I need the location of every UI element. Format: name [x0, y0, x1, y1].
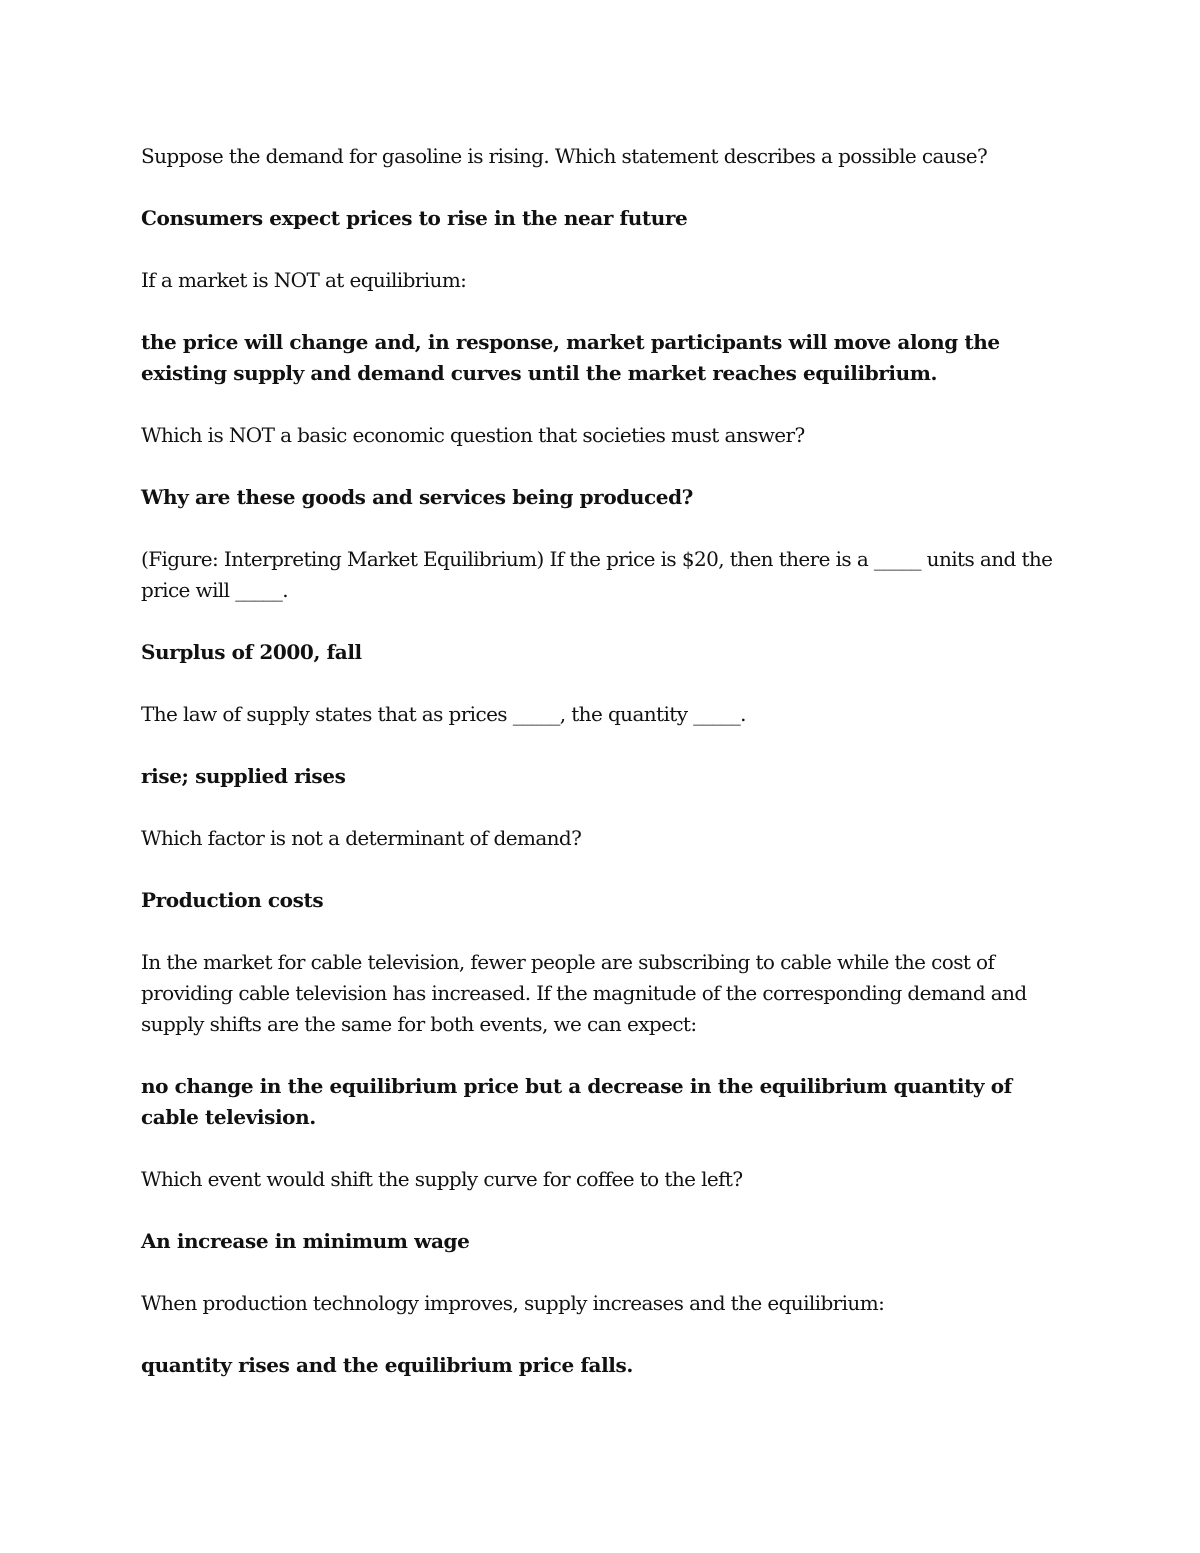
document-body — [141, 141, 1061, 1412]
question-2: If a market is NOT at equilibrium: — [141, 268, 467, 292]
answer-4: Surplus of 2000, fall — [141, 640, 362, 664]
question-3: Which is NOT a basic economic question that societies must answer? — [141, 423, 805, 447]
question-1: Suppose the demand for gasoline is rising. Which statement describes a possible cause? — [141, 144, 988, 168]
answer-6: Production costs — [141, 888, 324, 912]
question-7: In the market for cable television, fewer people are subscribing to cable while the cost of providing cable television has increased. If the magnitude of the corresponding demand and supply shifts are the same for both events, we can expect: — [141, 950, 1027, 1036]
answer-1: Consumers expect prices to rise in the near future — [141, 206, 688, 230]
answer-8: An increase in minimum wage — [141, 1229, 470, 1253]
answer-5: rise; supplied rises — [141, 764, 346, 788]
question-8: Which event would shift the supply curve for coffee to the left? — [141, 1167, 743, 1191]
question-4: (Figure: Interpreting Market Equilibrium) If the price is $20, then there is a _____ units and the price will _____. — [141, 547, 1053, 602]
answer-9: quantity rises and the equilibrium price falls. — [141, 1353, 633, 1377]
question-9: When production technology improves, supply increases and the equilibrium: — [141, 1291, 885, 1315]
answer-3: Why are these goods and services being produced? — [141, 485, 693, 509]
answer-2: the price will change and, in response, market participants will move along the existing supply and demand curves until the market reaches equilibrium. — [141, 330, 1000, 385]
question-5: The law of supply states that as prices _____, the quantity _____. — [141, 702, 746, 726]
answer-7: no change in the equilibrium price but a decrease in the equilibrium quantity of cable television. — [141, 1074, 1012, 1129]
question-6: Which factor is not a determinant of demand? — [141, 826, 582, 850]
